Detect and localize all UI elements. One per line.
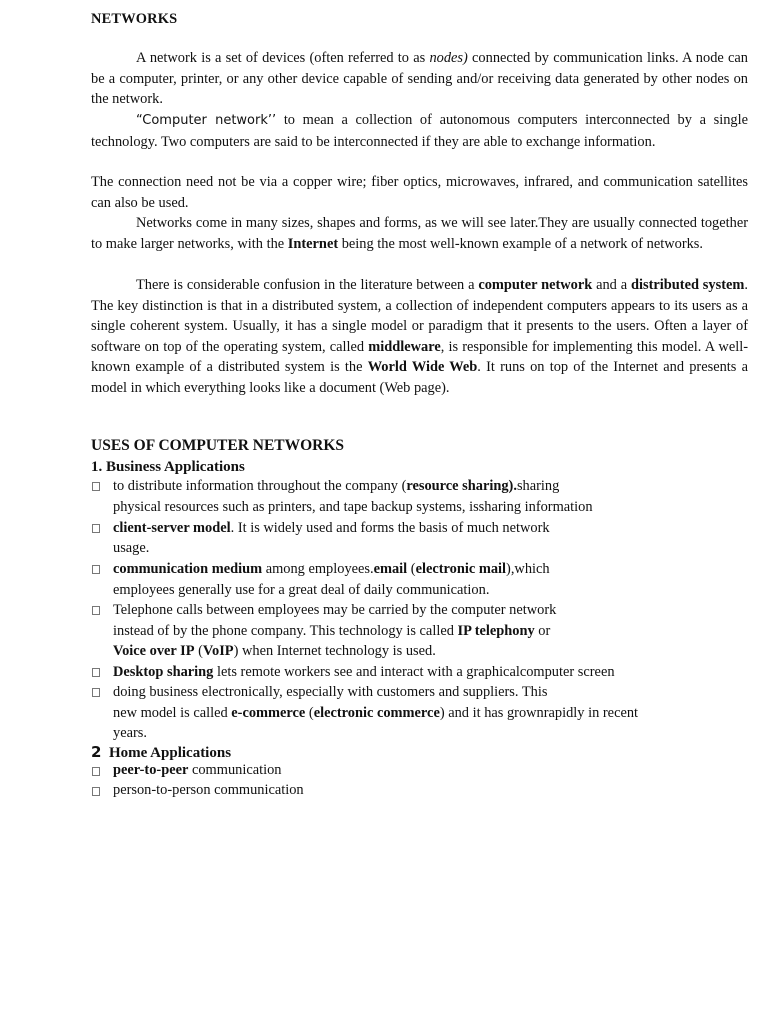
- bullet-box-icon: [92, 787, 100, 796]
- bullet-box-icon: [92, 668, 100, 677]
- section-heading-uses: USES OF COMPUTER NETWORKS: [91, 437, 345, 454]
- list-item: communication medium among employees.email (electronic mail),which employees generally use for a great deal of daily communication.: [91, 559, 748, 600]
- subheading-home-applications: 2 Home Applications: [91, 743, 232, 761]
- list-item: client-server model. It is widely used and forms the basis of much network usage.: [91, 518, 748, 559]
- bullet-box-icon: [92, 767, 100, 776]
- list-item: Desktop sharing lets remote workers see and interact with a graphicalcomputer screen: [91, 662, 748, 683]
- paragraph-connection: The connection need not be via a copper wire; fiber optics, microwaves, infrared, and communication satellites can also be used.: [91, 174, 748, 211]
- business-applications-list: [91, 476, 748, 744]
- list-item: doing business electronically, especially with customers and suppliers. This new model is called e-commerce (electronic commerce) and it has grownrapidly in recent years.: [91, 682, 748, 744]
- home-applications-list: [91, 761, 748, 800]
- list-item: Telephone calls between employees may be carried by the computer network instead of by the phone company. This technology is called IP telephony or Voice over IP (VoIP) when Internet technology is used.: [91, 600, 748, 662]
- bullet-box-icon: [92, 606, 100, 615]
- list-item: peer-to-peer communication: [91, 761, 748, 781]
- list-item: to distribute information throughout the company (resource sharing).sharing physical resources such as printers, and tape backup systems, issharing information: [91, 476, 748, 517]
- paragraph-distributed-system: There is considerable confusion in the literature between a computer network and a distributed system. The key distinction is that in a distributed system, a collection of independent computers appears to its users as a single coherent system. Usually, it has a single model or paradigm that it presents to the users. Often a layer of software on top of the operating system, called middleware, is responsible for implementing this model. A well-known example of a distributed system is the World Wide Web. It runs on top of the Internet and presents a model in which everything looks like a document (Web page).: [91, 277, 748, 396]
- bullet-box-icon: [92, 688, 100, 697]
- page-title: NETWORKS: [91, 11, 178, 27]
- subheading-business-applications: 1. Business Applications: [91, 459, 245, 475]
- paragraph-computer-network: “Computer network’’ to mean a collection of autonomous computers interconnected by a single technology. Two computers are said to be interconnected if they are able to exchange information.: [91, 112, 748, 150]
- bullet-box-icon: [92, 524, 100, 533]
- bullet-box-icon: [92, 565, 100, 574]
- list-item: person-to-person communication: [91, 781, 748, 801]
- paragraph-networks-sizes: Networks come in many sizes, shapes and forms, as we will see later.They are usually connected together to make larger networks, with the Internet being the most well-known example of a network of networks.: [91, 215, 748, 252]
- bullet-box-icon: [92, 482, 100, 491]
- paragraph-network-definition: A network is a set of devices (often referred to as nodes) connected by communication links. A node can be a computer, printer, or any other device capable of sending and/or receiving data generated by other nodes on the network.: [91, 50, 748, 107]
